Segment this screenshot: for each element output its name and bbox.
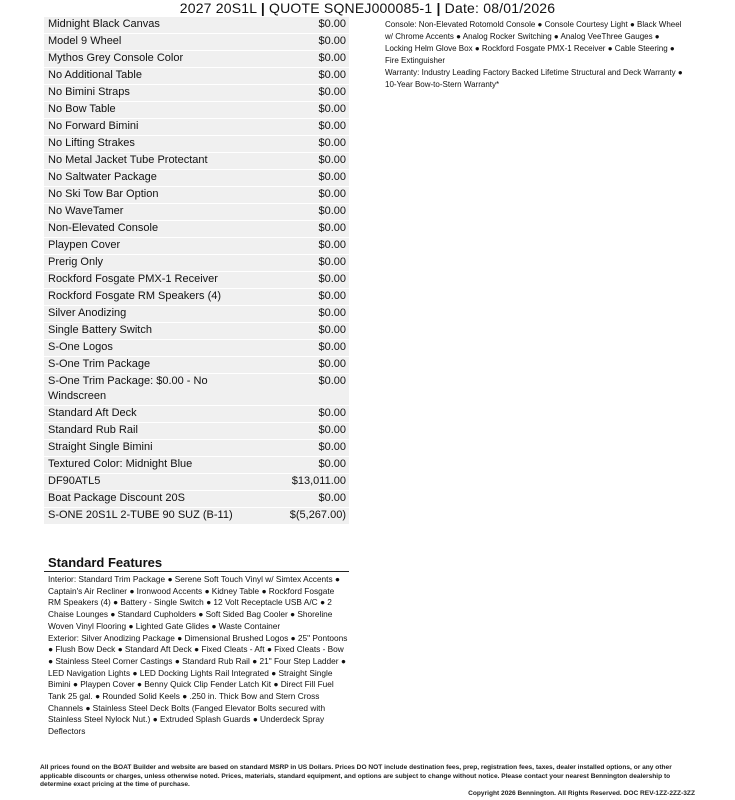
- option-row: [44, 457, 349, 474]
- option-row: [44, 306, 349, 323]
- option-price: $0.00: [318, 52, 346, 64]
- option-price: $0.00: [318, 222, 346, 234]
- option-row: [44, 238, 349, 255]
- option-name: Playpen Cover: [48, 239, 121, 251]
- option-name: No Ski Tow Bar Option: [48, 188, 159, 200]
- option-price: $0.00: [318, 120, 346, 132]
- warranty-notes: Warranty: Industry Leading Factory Backed Lifetime Structural and Deck Warranty ● 10-Year Bow-to-Stern Warranty*: [385, 68, 683, 89]
- footer: [40, 764, 695, 798]
- option-name: S-One Trim Package: $0.00 - No Windscreen: [48, 375, 208, 402]
- option-price: $0.00: [318, 188, 346, 200]
- option-price: $0.00: [318, 137, 346, 149]
- option-price: $0.00: [318, 69, 346, 81]
- option-price: $0.00: [318, 171, 346, 183]
- option-row: [44, 34, 349, 51]
- option-row: [44, 357, 349, 374]
- option-row: [44, 255, 349, 272]
- standard-features-section: [44, 555, 349, 738]
- option-row: [44, 491, 349, 508]
- option-name: S-One Trim Package: [48, 358, 151, 370]
- option-row: [44, 323, 349, 340]
- option-price: $0.00: [318, 341, 346, 353]
- option-price: $0.00: [318, 492, 346, 504]
- option-row: [44, 17, 349, 34]
- option-price: $0.00: [318, 307, 346, 319]
- option-name: No Forward Bimini: [48, 120, 139, 132]
- option-name: No Metal Jacket Tube Protectant: [48, 154, 208, 166]
- option-price: $0.00: [318, 239, 346, 251]
- header-separator: |: [260, 0, 265, 16]
- option-row: [44, 374, 349, 406]
- option-row: [44, 508, 349, 525]
- option-row: [44, 440, 349, 457]
- option-price: $0.00: [318, 375, 346, 387]
- option-name: Straight Single Bimini: [48, 441, 153, 453]
- option-name: Textured Color: Midnight Blue: [48, 458, 193, 470]
- option-price: $13,011.00: [291, 475, 346, 487]
- option-row: [44, 272, 349, 289]
- option-name: No Saltwater Package: [48, 171, 157, 183]
- option-row: [44, 85, 349, 102]
- option-name: Midnight Black Canvas: [48, 18, 160, 30]
- option-row: [44, 102, 349, 119]
- option-name: Rockford Fosgate PMX-1 Receiver: [48, 273, 218, 285]
- option-name: Non-Elevated Console: [48, 222, 159, 234]
- option-name: Model 9 Wheel: [48, 35, 122, 47]
- option-row: [44, 51, 349, 68]
- option-name: Standard Aft Deck: [48, 407, 137, 419]
- option-price: $0.00: [318, 86, 346, 98]
- option-row: [44, 119, 349, 136]
- options-price-list: [44, 17, 349, 525]
- standard-features-title: Standard Features: [44, 555, 349, 572]
- header-separator: |: [436, 0, 441, 16]
- option-price: $0.00: [318, 273, 346, 285]
- option-price: $0.00: [318, 458, 346, 470]
- option-row: [44, 204, 349, 221]
- option-row: [44, 170, 349, 187]
- option-name: No Additional Table: [48, 69, 142, 81]
- option-price: $0.00: [318, 424, 346, 436]
- option-price: $0.00: [318, 290, 346, 302]
- model-name: 2027 20S1L: [179, 0, 257, 16]
- option-name: Mythos Grey Console Color: [48, 52, 184, 64]
- option-name: Prerig Only: [48, 256, 104, 268]
- option-row: [44, 221, 349, 238]
- option-price: $0.00: [318, 205, 346, 217]
- option-row: [44, 423, 349, 440]
- option-price: $0.00: [318, 324, 346, 336]
- standard-features-interior: Interior: Standard Trim Package ● Serene Soft Touch Vinyl w/ Simtex Accents ● Captain's Air Recliner ● Ironwood Accents ● Kidney Table ● Rockford Fosgate RM Speakers (4) ● Battery - Single Switch ● 12 Volt Receptacle USB A/C ● 2 Chaise Lounges ● Standard Cupholders ● Soft Sided Bag Cooler ● Shoreline Woven Vinyl Flooring ● Lighted Gate Glides ● Waste Container: [48, 574, 340, 631]
- option-row: [44, 68, 349, 85]
- option-name: Silver Anodizing: [48, 307, 127, 319]
- option-price: $(5,267.00): [289, 509, 346, 521]
- option-name: Boat Package Discount 20S: [48, 492, 185, 504]
- footer-disclaimer: All prices found on the BOAT Builder and website are based on standard MSRP in US Dollars. Prices DO NOT include destination fees, prep, registration fees, taxes, dealer installed options, or any other applicable discounts or charges, unless otherwise noted. Prices, materials, standard equipment, and options are subject to change without notice. Please contact your nearest Bennington dealership to determine exact pricing at the time of purchase.: [40, 764, 672, 789]
- quote-date: Date: 08/01/2026: [444, 0, 556, 16]
- option-name: Rockford Fosgate RM Speakers (4): [48, 290, 222, 302]
- option-name: DF90ATL5: [48, 475, 101, 487]
- option-price: $0.00: [318, 18, 346, 30]
- option-name: S-ONE 20S1L 2-TUBE 90 SUZ (B-11): [48, 509, 233, 521]
- standard-features-exterior: Exterior: Silver Anodizing Package ● Dimensional Brushed Logos ● 25" Pontoons ● Flush Bow Deck ● Standard Aft Deck ● Fixed Cleats - Aft ● Fixed Cleats - Bow ● Stainless Steel Corner Castings ● Standard Rub Rail ● 21" Four Step Ladder ● LED Navigation Lights ● LED Docking Lights Rail Integrated ● Straight Single Bimini ● Playpen Cover ● Benny Quick Clip Fender Latch Kit ● Direct Fill Fuel Tank 25 gal. ● Rounded Solid Keels ● .250 in. Thick Bow and Stern Cross Channels ● Stainless Steel Deck Bolts (Fanged Elevator Bolts secured with Stainless Steel Nylock Nut.) ● Extruded Splash Guards ● Underdeck Spray Deflectors: [48, 632, 348, 737]
- option-name: S-One Logos: [48, 341, 113, 353]
- option-row: [44, 406, 349, 423]
- option-price: $0.00: [318, 256, 346, 268]
- option-price: $0.00: [318, 103, 346, 115]
- option-row: [44, 187, 349, 204]
- option-price: $0.00: [318, 358, 346, 370]
- option-row: [44, 136, 349, 153]
- option-name: No Bimini Straps: [48, 86, 130, 98]
- side-notes: [385, 19, 685, 91]
- option-name: Single Battery Switch: [48, 324, 152, 336]
- option-price: $0.00: [318, 154, 346, 166]
- console-notes: Console: Non-Elevated Rotomold Console ● Console Courtesy Light ● Black Wheel w/ Chrome Accents ● Analog Rocker Switching ● Analog VeeThree Gauges ● Locking Helm Glove Box ● Rockford Fosgate PMX-1 Receiver ● Cable Steering ● Fire Extinguisher: [385, 20, 682, 65]
- option-row: [44, 153, 349, 170]
- option-name: No WaveTamer: [48, 205, 124, 217]
- option-row: [44, 474, 349, 491]
- option-row: [44, 340, 349, 357]
- option-name: Standard Rub Rail: [48, 424, 138, 436]
- option-name: No Bow Table: [48, 103, 116, 115]
- option-row: [44, 289, 349, 306]
- option-price: $0.00: [318, 441, 346, 453]
- option-price: $0.00: [318, 407, 346, 419]
- quote-number: QUOTE SQNEJ000085-1: [269, 0, 433, 16]
- footer-copyright: Copyright 2026 Bennington. All Rights Reserved. DOC REV-1ZZ-2ZZ-3ZZ: [468, 789, 695, 797]
- option-price: $0.00: [318, 35, 346, 47]
- option-name: No Lifting Strakes: [48, 137, 135, 149]
- quote-header: [0, 0, 735, 17]
